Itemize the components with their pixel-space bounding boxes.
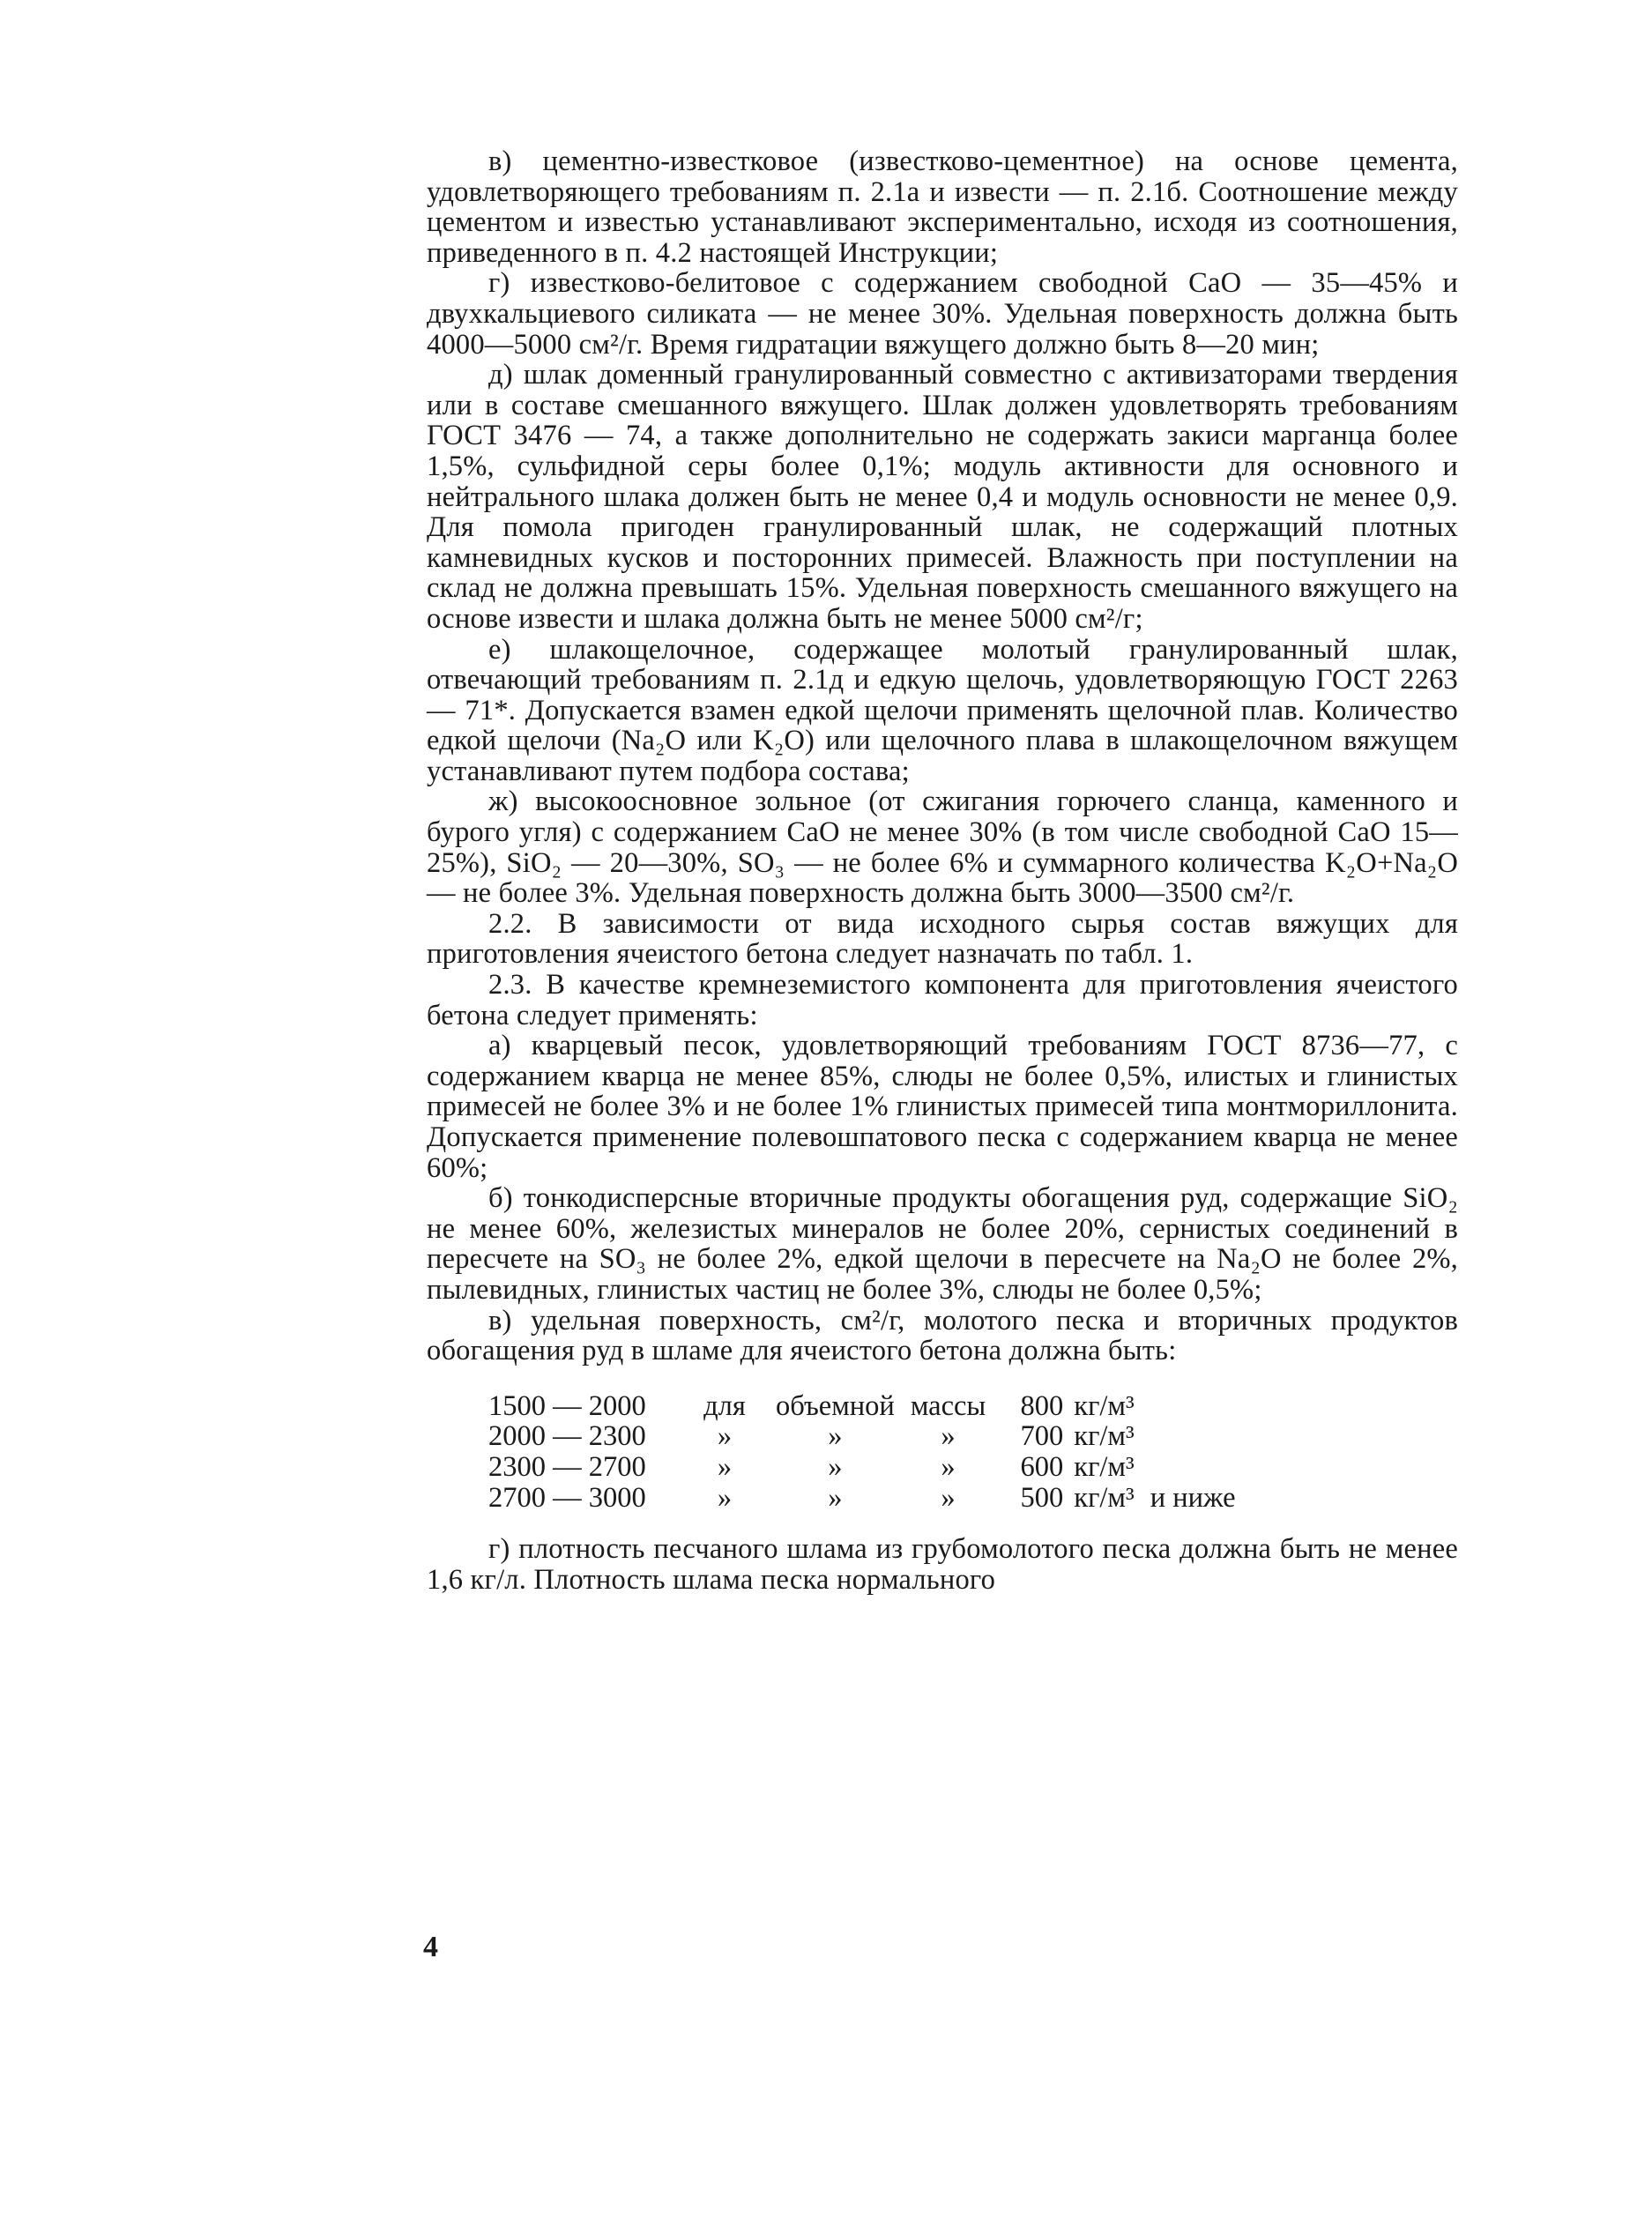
table-cell-unit: кг/м³ (1074, 1389, 1135, 1422)
table-row (488, 1452, 1252, 1483)
specific-surface-table (488, 1391, 1252, 1513)
table-cell-text: объемной (776, 1389, 895, 1422)
table-cell-unit: кг/м³ (1074, 1481, 1135, 1514)
table-cell-text: » (828, 1450, 843, 1483)
paragraph-cement-lime: в) цементно-известковое (известково-цементное) на основе цемента, удовлетворяющего требованиям п. 2.1а и извести — п. 2.1б. Соотношение между цементом и известью устанавливают экспериментально, исходя из соотношения, приведенного в п. 4.2 настоящей Инструкции; (427, 145, 1458, 269)
table-cell-text: » (941, 1481, 956, 1514)
table-cell-text: » (941, 1420, 956, 1453)
table-cell-text: » (717, 1450, 733, 1483)
document-page (427, 146, 1458, 1595)
table-cell-range: 2000 — 2300 (488, 1420, 646, 1453)
paragraph-sludge-density: г) плотность песчаного шлама из грубомолотого песка должна быть не менее 1,6 кг/л. Плотность шлама песка нормального (427, 1533, 1458, 1596)
table-cell-text: » (828, 1420, 843, 1453)
table-cell-value: 700 (1020, 1420, 1064, 1453)
table-cell-range: 1500 — 2000 (488, 1389, 646, 1422)
table-cell-text: » (941, 1450, 956, 1483)
table-row (488, 1483, 1252, 1514)
table-cell-note (1150, 1391, 1252, 1422)
table-cell-unit: кг/м³ (1074, 1450, 1135, 1483)
paragraph-section-2-3: 2.3. В качестве кремнеземистого компонента для приготовления ячеистого бетона следует применять: (427, 969, 1458, 1031)
table-row (488, 1391, 1252, 1422)
table-cell-range: 2300 — 2700 (488, 1450, 646, 1483)
paragraph-section-2-2: 2.2. В зависимости от вида исходного сырья состав вяжущих для приготовления ячеистого бетона следует назначать по табл. 1. (427, 907, 1458, 971)
table-cell-value: 500 (1020, 1481, 1064, 1514)
page-number: 4 (423, 1931, 438, 1963)
table-cell-note (1150, 1452, 1252, 1483)
table-cell-unit: кг/м³ (1074, 1420, 1135, 1453)
table-cell-range: 2700 — 3000 (488, 1481, 646, 1514)
paragraph-specific-surface: в) удельная поверхность, см²/г, молотого песка и вторичных продуктов обогащения руд в шламе для ячеистого бетона должна быть: (427, 1304, 1458, 1367)
table-cell-text: для (703, 1389, 746, 1422)
paragraph-blast-furnace-slag: д) шлак доменный гранулированный совместно с активизаторами твердения или в составе смешанного вяжущего. Шлак должен удовлетворять требованиям ГОСТ 3476 — 74, а также дополнительно не содержать закиси марганца более 1,5%, сульфидной серы более 0,1%; модуль активности для основного и нейтрального шлака должен быть не менее 0,4 и модуль основности не менее 0,9. Для помола пригоден гранулированный шлак, не содержащий плотных камневидных кусков и посторонних примесей. Влажность при поступлении на склад не должна превышать 15%. Удельная поверхность смешанного вяжущего на основе извести и шлака должна быть не менее 5000 см²/г; (427, 359, 1458, 635)
paragraph-slag-alkaline: е) шлакощелочное, содержащее молотый гранулированный шлак, отвечающий требованиям п. 2.1д и едкую щелочь, удовлетворяющую ГОСТ 2263 — 71*. Допускается взамен едкой щелочи применять щелочной плав. Количество едкой щелочи (Na₂O или K₂O) или щелочного плава в шлакощелочном вяжущем устанавливают путем подбора состава; (427, 633, 1458, 787)
table-cell-note: и ниже (1150, 1481, 1236, 1514)
table-row (488, 1421, 1252, 1452)
table-cell-text: массы (910, 1389, 986, 1422)
table-cell-value: 800 (1020, 1389, 1064, 1422)
table-cell-text: » (717, 1420, 733, 1453)
paragraph-lime-belite: г) известково-белитовое с содержанием свободной CaO — 35—45% и двухкальциевого силиката — не менее 30%. Удельная поверхность должна быть 4000—5000 см²/г. Время гидратации вяжущего должно быть 8—20 мин; (427, 267, 1458, 361)
table-cell-text: » (717, 1481, 733, 1514)
paragraph-quartz-sand: а) кварцевый песок, удовлетворяющий требованиям ГОСТ 8736—77, с содержанием кварца не менее 85%, слюды не более 0,5%, илистых и глинистых примесей не более 3% и не более 1% глинистых примесей типа монтмориллонита. Допускается применение полевошпатового песка с содержанием кварца не менее 60%; (427, 1030, 1458, 1184)
table-cell-value: 600 (1020, 1450, 1064, 1483)
paragraph-ore-products: б) тонкодисперсные вторичные продукты обогащения руд, содержащие SiO₂ не менее 60%, железистых минералов не более 20%, сернистых соединений в пересчете на SO₃ не более 2%, едкой щелочи в пересчете на Na₂O не более 2%, пылевидных, глинистых частиц не более 3%, слюды не более 0,5%; (427, 1182, 1458, 1306)
table-cell-text: » (828, 1481, 843, 1514)
table-cell-note (1150, 1421, 1252, 1452)
paragraph-high-basic-ash: ж) высокоосновное зольное (от сжигания горючего сланца, каменного и бурого угля) с содержанием CaO не менее 30% (в том числе свободной CaO 15—25%), SiO₂ — 20—30%, SO₃ — не более 6% и суммарного количества K₂O+Na₂O — не более 3%. Удельная поверхность должна быть 3000—3500 см²/г. (427, 786, 1458, 910)
